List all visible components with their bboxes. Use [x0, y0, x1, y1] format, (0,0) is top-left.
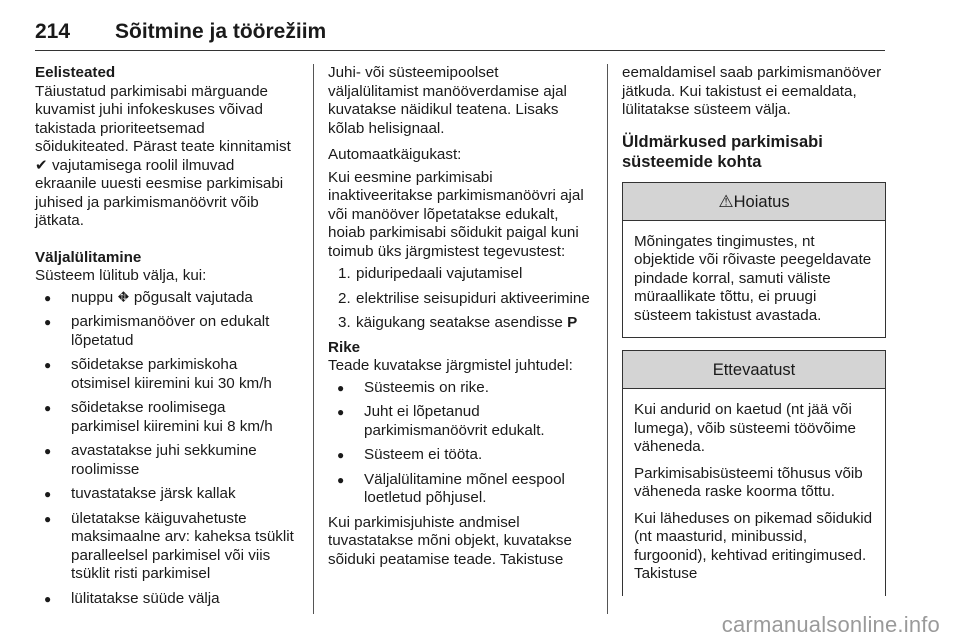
- paragraph: Automaatkäigukast:: [328, 146, 462, 163]
- paragraph: Täiustatud parkimisabi märguande kuvamist juhi infokeskuses võivad takistada prioriteetsemad sõidukiteated. Pärast teate kinnitamist ✔ vajutamisega roolil ilmuvad ekraanile uuesti eesmise parkimisabi juhised ja parkimismanöövrit võib jätkata.: [35, 82, 291, 229]
- page-header: [35, 12, 885, 52]
- paragraph: eemaldamisel saab parkimismanööver jätkuda. Kui takistust ei eemaldata, lülitatakse süsteem välja.: [622, 64, 882, 118]
- heading-rike: Rike: [328, 338, 361, 356]
- paragraph: Kui läheduses on pikemad sõidukid (nt maasturid, minibussid, furgoonid), kehtivad eritingimused. Takistuse: [634, 509, 873, 582]
- bullet-list: [328, 379, 592, 508]
- paragraph: Parkimisabisüsteemi tõhusus võib väheneda raske koorma tõttu.: [634, 464, 863, 500]
- warning-header: [623, 183, 885, 221]
- numbered-list: [328, 265, 592, 333]
- list-item: ● Juht ei lõpetanud parkimismanöövrit edukalt.: [328, 403, 592, 440]
- list-item: ● Süsteemis on rike.: [328, 379, 592, 398]
- paragraph: Mõningates tingimustes, nt objektide või rõivaste peegeldavate pindade korral, samuti väliste müraallikate tõttu, ei pruugi süsteem takistust avastada.: [634, 232, 872, 324]
- list-intro: Teade kuvatakse järgmistel juhtudel:: [328, 357, 573, 374]
- list-item: ● Süsteem ei tööta.: [328, 446, 592, 465]
- column-divider-2: [607, 64, 608, 614]
- list-item: ● lülitatakse süüde välja: [35, 590, 297, 609]
- column-1: [35, 64, 297, 614]
- column-3: [622, 64, 886, 596]
- caution-body: [623, 389, 885, 596]
- bullet-list: [35, 289, 297, 609]
- heading-eelisteated: Eelisteated: [35, 64, 116, 81]
- list-item: ● nuppu ⛖ põgusalt vajutada: [35, 289, 297, 308]
- list-item: ● ületatakse käiguvahetuste maksimaalne arv: kaheksa tsüklit paralleelsel parkimisel või viis tsüklit risti parkimisel: [35, 510, 297, 584]
- list-item: ● Väljalülitamine mõnel eespool loetletud põhjusel.: [328, 471, 592, 508]
- column-2: [328, 64, 592, 569]
- list-item: ● sõidetakse roolimisega parkimisel kiiremini kui 8 km/h: [35, 399, 297, 436]
- warning-icon: ⚠: [718, 191, 734, 211]
- list-item: ● sõidetakse parkimiskoha otsimisel kiiremini kui 30 km/h: [35, 356, 297, 393]
- column-divider-1: [313, 64, 314, 614]
- paragraph: Kui parkimisjuhiste andmisel tuvastatakse mõni objekt, kuvatakse sõiduki peatamise teade. Takistuse: [328, 513, 572, 568]
- paragraph: Kui andurid on kaetud (nt jää või lumega), võib süsteemi töövõime väheneda.: [634, 401, 857, 455]
- caution-box: [622, 350, 886, 596]
- warning-title: Hoiatus: [733, 192, 790, 211]
- list-item: 2. elektrilise seisupiduri aktiveerimine: [338, 289, 590, 307]
- list-item: 1. piduripedaali vajutamisel: [338, 265, 523, 282]
- header-rule: [35, 50, 885, 51]
- caution-title: Ettevaatust: [712, 361, 796, 379]
- list-item: ● parkimismanööver on edukalt lõpetatud: [35, 313, 297, 350]
- paragraph: Kui eesmine parkimisabi inaktiveeritakse parkimismanöövri ajal või manööver lõpetatakse edukalt, hoiab parkimisabi sõidukit paigal kuni toimub üks järgmistest tegevustest:: [328, 168, 584, 260]
- heading-valjalulitamine: Väljalülitamine: [35, 248, 142, 266]
- warning-box: [622, 182, 886, 339]
- heading-uldmarkused: Üldmärkused parkimisabi süsteemide kohta: [622, 132, 823, 171]
- list-item: 3. käigukang seatakse asendisse P: [338, 314, 578, 331]
- paragraph: Juhi- või süsteemipoolset väljalülitamist manööverdamise ajal kuvatakse näidikul teatena. Lisaks kõlab helisignaal.: [328, 64, 567, 137]
- warning-body: [623, 221, 885, 338]
- watermark: carmanualsonline.info: [721, 612, 940, 637]
- list-item: ● avastatakse juhi sekkumine roolimisse: [35, 442, 297, 479]
- list-intro: Süsteem lülitub välja, kui:: [35, 267, 207, 284]
- page-number: 214: [35, 20, 71, 43]
- page-title: Sõitmine ja töörežiim: [115, 20, 327, 43]
- caution-header: [623, 351, 885, 389]
- list-item: ● tuvastatakse järsk kallak: [35, 485, 297, 504]
